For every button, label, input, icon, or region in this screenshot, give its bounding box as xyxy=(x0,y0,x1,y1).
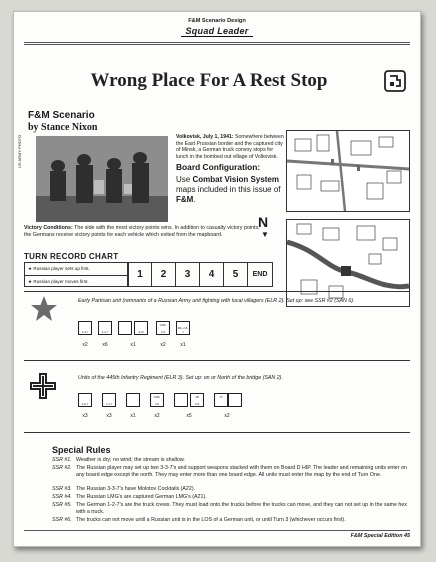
section-divider xyxy=(24,360,410,361)
russian-counters xyxy=(78,321,208,335)
intro-lead: Volkovisk, July 1, 1941: xyxy=(176,134,234,140)
board-config-heading: Board Configuration: xyxy=(176,162,261,172)
north-arrow-label: N xyxy=(258,214,269,230)
victory-label: Victory Conditions: xyxy=(24,225,73,231)
count-label: x2 xyxy=(82,342,88,348)
counter: 4-4-7 xyxy=(78,321,92,335)
german-counts xyxy=(78,413,258,421)
count-label: x1 xyxy=(130,342,136,348)
footer-rule xyxy=(24,530,410,531)
russian-star-icon xyxy=(30,295,58,323)
section-divider xyxy=(24,291,410,292)
victory-conditions xyxy=(24,225,264,238)
rule-item: SSR #2. The Russian player may set up two 3-3-7's and support weapons stacked with them on Board D HIP. The leader and remaining units enter on any board edge except the north. They may enter more than one board edge. All units must enter the map by the end of Turn One. xyxy=(52,465,407,478)
header-rule-2 xyxy=(24,44,410,45)
map-board-upper xyxy=(286,130,410,212)
german-counters xyxy=(78,393,258,407)
special-rules-title: Special Rules xyxy=(52,445,111,455)
scenario-badge-icon xyxy=(384,70,406,92)
rule-item: SSR #5. The German 1-2-7's are the truck crews. They must load onto the trucks before the trucks can move, and they can not set up in the same hex with a truck. xyxy=(52,502,407,515)
rule-item: SSR #6. The trucks can not move until a Russian unit is in the LOS of a German unit, or until Turn 3 (whichever occurs first). xyxy=(52,517,346,523)
intro-paragraph xyxy=(176,134,284,160)
counter: 4-10 xyxy=(134,321,148,335)
scenario-label: F&M Scenario xyxy=(28,110,95,121)
legend-row-setup: ★ Russian player sets up first. xyxy=(25,263,127,276)
turn-cell: 5 xyxy=(224,262,248,287)
turn-cell: 2 xyxy=(152,262,176,287)
german-oob-text: Units of the 445th Infantry Regiment (ELR 3). Set up: on or North of the bridge (SAN 2). xyxy=(78,375,283,381)
turn-cell: 3 xyxy=(176,262,200,287)
count-label: x6 xyxy=(102,342,108,348)
counter: 2-6 LMG xyxy=(156,321,170,335)
victory-text: The side with the most victory points wins. In addition to casualty victory points, the Germans receive victory points for each vehicle which exited from the mapboard. xyxy=(24,225,260,238)
count-label: x2 xyxy=(154,413,160,419)
count-label: x1 xyxy=(180,342,186,348)
star-icon: ★ xyxy=(28,279,34,284)
counter xyxy=(118,321,132,335)
counter: 1-2-7 xyxy=(102,393,116,407)
turn-cell: 1 xyxy=(128,262,152,287)
counter: 3-6 LMG xyxy=(150,393,164,407)
scenario-byline: by Stance Nixon xyxy=(28,122,98,133)
count-label: x2 xyxy=(160,342,166,348)
russian-oob-text: Early Partisan unit (remnants of a Russian Army unit fighting with local villagers (ELR 2). Set up: see SSR #2 (SAN 6). xyxy=(78,298,355,304)
counter xyxy=(228,393,242,407)
page-footer: F&M Special Edition 45 xyxy=(350,533,410,539)
rule-item: SSR #4. The Russian LMG's are captured German LMG's (A21). xyxy=(52,494,207,500)
rule-item: SSR #3. The Russian 3-3-7's have Molotov Cocktails (A22). xyxy=(52,486,196,492)
rule-item: SSR #1. Weather is dry; no wind; the stream is shallow. xyxy=(52,457,185,463)
count-label: x3 xyxy=(106,413,112,419)
header-rule xyxy=(24,42,410,43)
turn-record-legend xyxy=(24,262,128,287)
counter: 2-2-7 xyxy=(98,321,112,335)
soldiers-photo xyxy=(36,136,168,222)
magazine-header: F&M Scenario Design xyxy=(188,18,246,24)
scenario-title: Wrong Place For A Rest Stop xyxy=(90,70,328,91)
counter: MG 2-8-1 xyxy=(176,321,190,335)
turn-cell: 4 xyxy=(200,262,224,287)
counter xyxy=(174,393,188,407)
counter: 4-6-7 xyxy=(78,393,92,407)
section-divider xyxy=(24,432,410,433)
intro-text: Somewhere between the East Prussian border and the captured city of Minsk, a German truck convoy stops for lunch in the bombed out village of Volkovisk. xyxy=(176,134,284,160)
brand-text: Squad Leader xyxy=(181,26,252,37)
page-number: 45 xyxy=(404,533,410,539)
russian-counts xyxy=(78,342,208,350)
turn-record-chart xyxy=(24,262,284,287)
counter xyxy=(126,393,140,407)
legend-row-move: ★ Russian player moves first. xyxy=(28,279,89,284)
board-config-text: Use Combat Vision System maps included in this issue of F&M. xyxy=(176,175,281,204)
turn-record-title: TURN RECORD CHART xyxy=(24,252,119,261)
count-label: x5 xyxy=(186,413,192,419)
count-label: x1 xyxy=(130,413,136,419)
star-icon: ★ xyxy=(28,266,34,271)
counter: 2-8 2B xyxy=(190,393,204,407)
photo-credit: US ARMY PHOTO xyxy=(17,134,22,168)
count-label: x3 xyxy=(82,413,88,419)
german-cross-icon xyxy=(30,373,56,399)
map-board-lower xyxy=(286,219,410,307)
north-arrow-icon: ▼ xyxy=(261,230,269,239)
count-label: x2 xyxy=(224,413,230,419)
counter: 33 xyxy=(214,393,228,407)
brand-logo xyxy=(14,26,420,36)
magazine-page xyxy=(13,11,421,547)
turn-cell-end: END xyxy=(248,262,273,287)
